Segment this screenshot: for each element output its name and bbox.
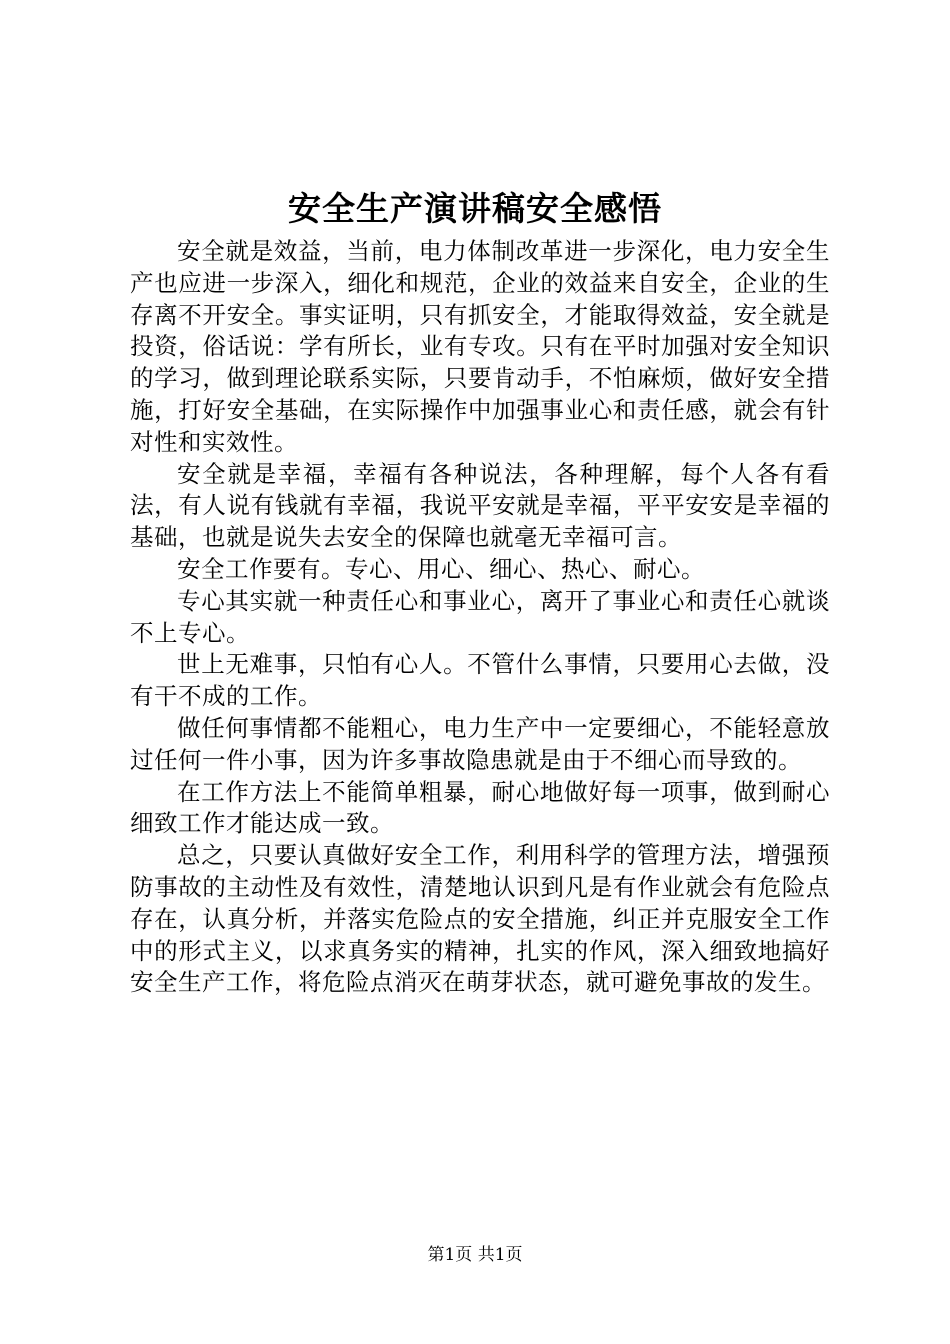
paragraph: 总之，只要认真做好安全工作，利用科学的管理方法，增强预防事故的主动性及有效性，清楚地认识到凡是有作业就会有危险点存在，认真分析，并落实危险点的安全措施，纠正并克服安全工作中的形式主义，以求真务实的精神，扎实的作风，深入细致地搞好安全生产工作，将危险点消灭在萌芽状态，就可避免事故的发生。: [130, 841, 830, 997]
paragraph: 安全工作要有。专心、用心、细心、热心、耐心。: [177, 554, 705, 583]
page-footer: 第1页 共1页: [427, 1245, 523, 1265]
document-title: 安全生产演讲稿安全感悟: [288, 189, 662, 228]
paragraph: 世上无难事，只怕有心人。不管什么事情，只要用心去做，没有干不成的工作。: [130, 650, 830, 711]
paragraph: 安全就是效益，当前，电力体制改革进一步深化，电力安全生产也应进一步深入，细化和规范，企业的效益来自安全，企业的生存离不开安全。事实证明，只有抓安全，才能取得效益，安全就是投资，俗话说：学有所长，业有专攻。只有在平时加强对安全知识的学习，做到理论联系实际，只要肯动手，不怕麻烦，做好安全措施，打好安全基础，在实际操作中加强事业心和责任感，就会有针对性和实效性。: [130, 237, 830, 456]
paragraph: 安全就是幸福，幸福有各种说法，各种理解，每个人各有看法，有人说有钱就有幸福，我说平安就是幸福，平平安安是幸福的基础，也就是说失去安全的保障也就毫无幸福可言。: [130, 459, 830, 552]
paragraph: 专心其实就一种责任心和事业心，离开了事业心和责任心就谈不上专心。: [130, 586, 830, 647]
paragraph: 在工作方法上不能简单粗暴，耐心地做好每一项事，做到耐心细致工作才能达成一致。: [130, 777, 830, 838]
document-body: [130, 236, 830, 999]
paragraph: 做任何事情都不能粗心，电力生产中一定要细心，不能轻意放过任何一件小事，因为许多事故隐患就是由于不细心而导致的。: [130, 713, 830, 774]
